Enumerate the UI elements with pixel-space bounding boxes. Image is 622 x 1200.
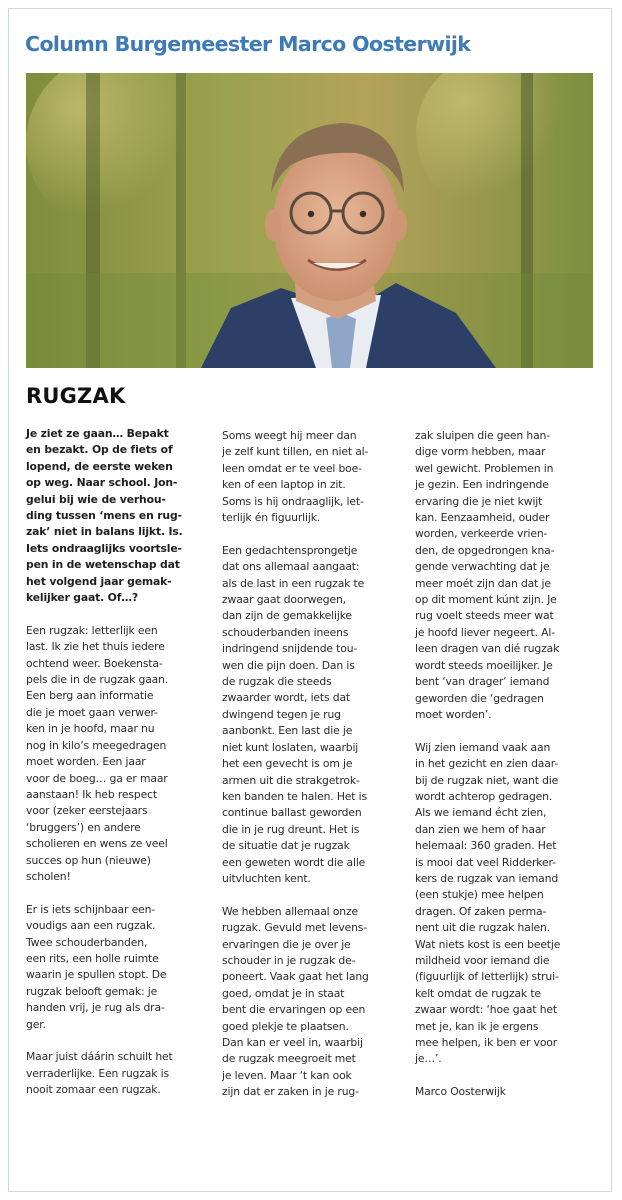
- text-line: een rits, een holle ruimte: [26, 951, 159, 965]
- text-line: en bezakt. Op de fiets of: [26, 443, 173, 457]
- text-line: pels die in de rugzak gaan.: [26, 673, 169, 687]
- text-line: op weg. Naar school. Jon-: [26, 476, 178, 490]
- intro-paragraph: [26, 426, 206, 606]
- body-paragraph: [26, 1049, 206, 1098]
- body-paragraph: [415, 1084, 597, 1100]
- text-line: dat ons allemaal aangaat:: [222, 560, 360, 574]
- text-line: wordt steeds moeilijker. Je: [415, 658, 553, 672]
- text-line: Er is iets schijnbaar een-: [26, 902, 156, 916]
- text-line: Wij zien iemand vaak aan: [415, 740, 551, 754]
- text-line: scholieren en wens ze veel: [26, 837, 168, 851]
- text-line: kan. Eenzaamheid, ouder: [415, 511, 550, 525]
- text-line: ken of een laptop in zit.: [222, 478, 346, 492]
- text-line: zwaar wordt: ‘hoe gaat het: [415, 1003, 557, 1017]
- text-line: den, de opgedrongen kna-: [415, 543, 555, 557]
- text-line: dragen. Of zaken perma-: [415, 904, 547, 918]
- text-line: een geweten wordt die alle: [222, 855, 366, 869]
- text-line: pen in de wetenschap dat: [26, 558, 180, 572]
- text-line: We hebben allemaal onze: [222, 904, 358, 918]
- text-line: gende verwachting dat je: [415, 560, 550, 574]
- text-line: aanstaan! Ik heb respect: [26, 787, 157, 801]
- text-line: wordt achterop gedragen.: [415, 789, 553, 803]
- text-line: last. Ik zie het thuis iedere: [26, 640, 165, 654]
- portrait-photo: [26, 73, 593, 368]
- text-line: wel gewicht. Problemen in: [415, 461, 554, 475]
- text-line: geworden die ‘gedragen: [415, 691, 544, 705]
- text-line: moet worden’.: [415, 707, 492, 721]
- text-line: dan zijn de gemakkelijke: [222, 609, 352, 623]
- text-line: het volgend jaar gemak-: [26, 574, 172, 588]
- text-line: de situatie dat je rugzak: [222, 839, 350, 853]
- text-line: kelijker gaat. Of…?: [26, 591, 139, 605]
- text-line: indringend snijdende tou-: [222, 642, 358, 656]
- text-line: het een gevecht is om je: [222, 757, 353, 771]
- text-line: de rugzak meegroeit met: [222, 1052, 356, 1066]
- text-line: armen uit die strakgetrok-: [222, 773, 360, 787]
- text-line: voor (zeker eerstejaars: [26, 804, 148, 818]
- text-line: (figuurlijk of letterlijk) strui-: [415, 970, 559, 984]
- text-line: Een rugzak: letterlijk een: [26, 623, 158, 637]
- text-line: nent uit die rugzak halen.: [415, 921, 551, 935]
- text-line: ervaringen die je over je: [222, 937, 351, 951]
- text-line: die je moet gaan verwer-: [26, 705, 158, 719]
- text-line: terlijk én figuurlijk.: [222, 511, 321, 525]
- text-line: lopend, de eerste weken: [26, 459, 173, 473]
- article-headline: RUGZAK: [26, 384, 126, 408]
- text-line: aanbonkt. Een last die je: [222, 724, 353, 738]
- text-line: in het gezicht en zien daar-: [415, 757, 559, 771]
- text-line: succes op hun (nieuwe): [26, 853, 151, 867]
- text-line: is mooi dat veel Ridderker-: [415, 855, 556, 869]
- text-line: zwaarder wordt, iets dat: [222, 691, 351, 705]
- text-line: helemaal: 360 graden. Het: [415, 839, 557, 853]
- text-line: leen dragen van dié rugzak: [415, 642, 560, 656]
- text-line: Iets ondraaglijks voortsle-: [26, 541, 182, 555]
- article-column-2: [222, 428, 402, 1117]
- text-line: je gezin. Een indringende: [415, 478, 549, 492]
- column-title: Column Burgemeester Marco Oosterwijk: [25, 32, 471, 56]
- text-line: schouderbanden ineens: [222, 625, 349, 639]
- text-line: verraderlijke. Een rugzak is: [26, 1066, 169, 1080]
- text-line: handen vrij, je rug als dra-: [26, 1001, 165, 1015]
- text-line: als de last in een rugzak te: [222, 576, 365, 590]
- text-line: Soms weegt hij meer dan: [222, 429, 357, 442]
- text-line: dan zien we hem of haar: [415, 822, 546, 836]
- text-line: bij de rugzak niet, want die: [415, 773, 559, 787]
- text-line: Je ziet ze gaan… Bepakt: [26, 427, 169, 440]
- text-line: ervaring die je niet kwijt: [415, 494, 543, 508]
- text-line: Maar juist dáárin schuilt het: [26, 1050, 173, 1064]
- text-line: ger.: [26, 1017, 46, 1031]
- text-line: leen omdat er te veel boe-: [222, 461, 362, 475]
- text-line: je leven. Maar ‘t kan ook: [222, 1068, 352, 1082]
- text-line: Een berg aan informatie: [26, 689, 154, 703]
- text-line: Wat niets kost is een beetje: [415, 937, 561, 951]
- article-column-3: [415, 428, 597, 1117]
- text-line: waarin je spullen stopt. De: [26, 968, 167, 982]
- text-line: zak’ niet in balans lijkt. Is.: [26, 525, 183, 539]
- text-line: moet worden. Een jaar: [26, 755, 146, 769]
- text-line: zijn dat er zaken in je rug-: [222, 1085, 359, 1099]
- portrait-illustration: [26, 73, 593, 368]
- text-line: dige vorm hebben, maar: [415, 445, 546, 459]
- text-line: op dit moment kúnt zijn. Je: [415, 593, 557, 607]
- text-line: goed plekje te plaatsen.: [222, 1019, 349, 1033]
- text-line: bent ‘van drager’ iemand: [415, 675, 550, 689]
- text-line: de rugzak die steeds: [222, 675, 332, 689]
- text-line: goed, omdat je in staat: [222, 986, 345, 1000]
- text-line: ‘bruggers’) en andere: [26, 820, 141, 834]
- text-line: Dan kan er veel in, waarbij: [222, 1036, 363, 1049]
- text-line: nog in kilo’s meegedragen: [26, 738, 167, 752]
- text-line: zwaar gaat doorwegen,: [222, 593, 346, 607]
- text-line: die in je rug dreunt. Het is: [222, 822, 360, 836]
- text-line: scholen!: [26, 869, 71, 883]
- text-line: mildheid voor iemand die: [415, 953, 550, 967]
- text-line: worden, verkeerde vrien-: [415, 527, 548, 541]
- body-paragraph: [26, 902, 206, 1033]
- text-line: voudigs aan een rugzak.: [26, 919, 156, 933]
- body-paragraph: [415, 428, 597, 723]
- text-line: kelt omdat de rugzak te: [415, 986, 541, 1000]
- text-line: kers de rugzak van iemand: [415, 871, 559, 885]
- body-paragraph: [26, 623, 206, 886]
- text-line: poneert. Vaak gaat het lang: [222, 970, 369, 984]
- text-line: nooit zomaar een rugzak.: [26, 1083, 161, 1097]
- body-paragraph: [222, 428, 402, 526]
- text-line: dwingend tegen je rug: [222, 707, 341, 721]
- text-line: Marco Oosterwijk: [415, 1085, 506, 1099]
- text-line: voor de boeg… ga er maar: [26, 771, 168, 785]
- text-line: Als we iemand écht zien,: [415, 806, 547, 820]
- text-line: Een gedachtensprongetje: [222, 543, 358, 557]
- text-line: gelui bij wie de verhou-: [26, 492, 166, 506]
- text-line: je hoofd liever negeert. Al-: [415, 625, 556, 639]
- text-line: ochtend weer. Boekensta-: [26, 656, 163, 670]
- text-line: wen die pijn doen. Dan is: [222, 658, 355, 672]
- article-column-1: [26, 426, 206, 1115]
- body-paragraph: [415, 740, 597, 1068]
- text-line: rugzak. Gevuld met levens-: [222, 921, 368, 935]
- text-line: met je, kan ik je ergens: [415, 1019, 539, 1033]
- text-line: continue ballast geworden: [222, 806, 362, 820]
- text-line: je zelf kunt tillen, en niet al-: [222, 445, 369, 459]
- text-line: ding tussen ‘mens en rug-: [26, 509, 182, 523]
- text-line: meer moét zijn dan dat je: [415, 576, 551, 590]
- text-line: rugzak belooft gemak: je: [26, 984, 158, 998]
- text-line: Twee schouderbanden,: [26, 935, 148, 949]
- text-line: (een stukje) mee helpen: [415, 888, 544, 902]
- text-line: schouder in je rugzak de-: [222, 953, 356, 967]
- text-line: je…’.: [415, 1052, 442, 1066]
- text-line: uitvluchten kent.: [222, 871, 311, 885]
- body-paragraph: [222, 904, 402, 1101]
- text-line: ken in je hoofd, maar nu: [26, 722, 155, 736]
- text-line: ken banden te halen. Het is: [222, 789, 367, 803]
- text-line: rug voelt steeds meer wat: [415, 609, 554, 623]
- text-line: zak sluipen die geen han-: [415, 429, 550, 442]
- text-line: niet kunt loslaten, waarbij: [222, 740, 359, 754]
- text-line: Soms is hij ondraaglijk, let-: [222, 494, 364, 508]
- body-paragraph: [222, 543, 402, 888]
- text-line: bent die ervaringen op een: [222, 1003, 366, 1017]
- text-line: mee helpen, ik ben er voor: [415, 1036, 558, 1050]
